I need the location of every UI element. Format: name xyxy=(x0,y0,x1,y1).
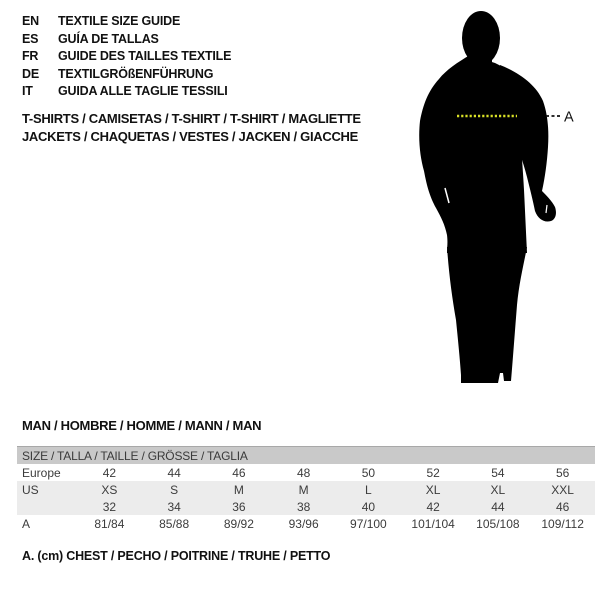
language-code: FR xyxy=(22,49,39,64)
size-cell: M xyxy=(298,482,309,497)
size-table xyxy=(17,446,595,532)
size-cell: 97/100 xyxy=(350,516,387,531)
size-cell: 54 xyxy=(491,465,505,480)
size-cell: 36 xyxy=(232,499,246,514)
size-cell: 105/108 xyxy=(476,516,520,531)
size-table-header: SIZE / TALLA / TAILLE / GRÖSSE / TAGLIA xyxy=(17,447,595,465)
language-label: GUÍA DE TALLAS xyxy=(58,31,159,46)
size-cell: 44 xyxy=(491,499,505,514)
language-label: TEXTILE SIZE GUIDE xyxy=(58,14,181,28)
size-cell: XS xyxy=(101,482,118,497)
row-label: Europe xyxy=(22,465,61,480)
size-cell: 89/92 xyxy=(223,516,254,531)
size-cell: S xyxy=(170,482,179,497)
row-label xyxy=(17,498,77,515)
language-code: EN xyxy=(22,14,39,28)
language-row xyxy=(22,31,231,49)
size-table-body xyxy=(17,464,595,532)
table-row xyxy=(17,498,595,515)
size-cell: 44 xyxy=(167,465,181,480)
size-cell: XL xyxy=(425,482,441,497)
language-label: GUIDE DES TAILLES TEXTILE xyxy=(58,49,232,64)
size-cell: 52 xyxy=(426,465,440,480)
language-label: GUIDA ALLE TAGLIE TESSILI xyxy=(58,84,228,99)
row-label: US xyxy=(22,482,39,497)
man-silhouette-svg xyxy=(400,5,600,390)
category-line: T-SHIRTS / CAMISETAS / T-SHIRT / T-SHIRT / MAGLIETTE xyxy=(22,111,361,126)
size-table-header-row xyxy=(17,447,595,465)
size-cell: 42 xyxy=(102,465,117,480)
table-row xyxy=(17,515,595,532)
table-row xyxy=(17,481,595,498)
size-cell: 85/88 xyxy=(159,516,190,531)
language-row xyxy=(22,83,231,101)
size-cell: XL xyxy=(490,482,506,497)
size-cell: 42 xyxy=(426,499,440,514)
size-cell: 50 xyxy=(361,465,376,480)
size-cell: XXL xyxy=(551,482,574,497)
language-row xyxy=(22,13,231,31)
size-cell: 56 xyxy=(555,465,570,480)
language-code: DE xyxy=(22,66,39,81)
size-cell: 38 xyxy=(296,499,311,514)
size-cell: 109/112 xyxy=(541,516,584,531)
language-list xyxy=(22,13,231,101)
category-list xyxy=(22,110,361,145)
language-row xyxy=(22,66,231,84)
language-row xyxy=(22,48,231,66)
measurement-footnote: A. (cm) CHEST / PECHO / POITRINE / TRUHE / PETTO xyxy=(22,549,331,563)
size-guide-figure xyxy=(400,5,600,390)
size-cell: 46 xyxy=(555,499,570,514)
language-code: ES xyxy=(22,31,39,46)
legs-shape xyxy=(447,247,527,383)
size-cell: 40 xyxy=(361,499,376,514)
size-cell: 34 xyxy=(167,499,181,514)
row-label: A xyxy=(22,516,31,531)
size-cell: 32 xyxy=(102,499,117,514)
language-label: TEXTILGRÖßENFÜHRUNG xyxy=(58,66,214,81)
section-title: MAN / HOMBRE / HOMME / MANN / MAN xyxy=(22,418,262,433)
man-silhouette xyxy=(419,11,556,383)
size-cell: 101/104 xyxy=(411,516,455,531)
size-cell: 46 xyxy=(232,465,246,480)
category-line: JACKETS / CHAQUETAS / VESTES / JACKEN / GIACCHE xyxy=(22,128,358,144)
language-code: IT xyxy=(22,84,33,99)
size-cell: 93/96 xyxy=(288,516,319,531)
size-cell: 81/84 xyxy=(94,516,125,531)
measure-label-a: A xyxy=(564,109,574,126)
size-cell: M xyxy=(233,482,244,497)
size-cell: L xyxy=(365,482,372,497)
size-cell: 48 xyxy=(296,465,311,480)
table-row xyxy=(17,464,595,481)
